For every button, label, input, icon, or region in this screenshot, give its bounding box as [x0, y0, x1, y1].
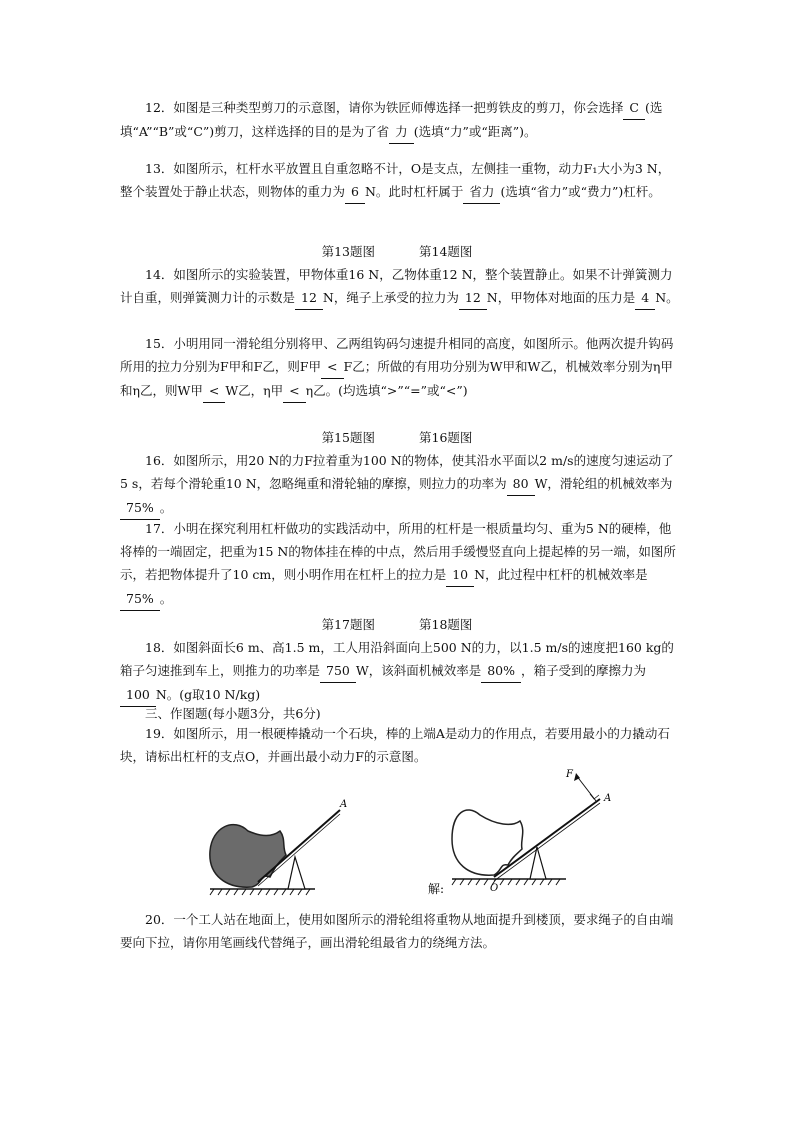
question-13 [120, 157, 680, 204]
q18-answer-3: 100 [120, 683, 156, 707]
q13-text-3: (选填“省力”或“费力”)杠杆。 [500, 184, 661, 199]
section-heading-drawing: 三、作图题(每小题3分，共6分) [145, 706, 321, 721]
caption-fig15: 第15题图 [321, 430, 375, 445]
caption-fig16: 第16题图 [419, 430, 473, 445]
q12-answer-2: 力 [389, 120, 414, 144]
force-f-arrow [576, 775, 596, 801]
q14-text-2: N，绳子上承受的拉力为 [322, 290, 459, 305]
q18-text-4: N。(g取10 N/kg) [155, 687, 261, 702]
rock-dark [210, 825, 286, 888]
caption-fig18: 第18题图 [419, 617, 473, 632]
q12-answer-1: C [623, 96, 645, 120]
q18-answer-2: 80% [481, 659, 521, 683]
rock-outline [452, 810, 523, 875]
q16-answer-1: 80 [507, 472, 535, 496]
q13-text-1: 13．如图所示，杠杆水平放置且自重忽略不计，O是支点，左侧挂一重物，动力F₁大小为3 N，整个装置处于静止状态，则物体的重力为 [120, 161, 671, 199]
ground-hatch-left [210, 889, 310, 895]
question-17 [120, 517, 680, 611]
q15-text-4: η乙。(均选填“>”“=”或“<”) [305, 383, 468, 398]
question-15 [120, 332, 680, 403]
caption-fig13: 第13题图 [321, 244, 375, 259]
q16-text-3: 。 [159, 500, 173, 515]
q14-answer-3: 4 [635, 286, 655, 310]
q17-text-1: 17．小明在探究利用杠杆做功的实践活动中，所用的杠杆是一根质量均匀、重为5 N的硬棒，他将棒的一端固定，把重为15 N的物体挂在棒的中点，然后用手缓慢竖直向上提起棒的另一端，如图所示，若把物体提升了10 cm，则小明作用在杠杆上的拉力是 [120, 521, 676, 582]
q14-answer-2: 12 [459, 286, 487, 310]
q14-text-1: 14．如图所示的实验装置，甲物体重16 N，乙物体重12 N，整个装置静止。如果不计弹簧测力计自重，则弹簧测力计的示数是 [120, 267, 673, 305]
ground-hatch-right [452, 879, 560, 885]
question-12 [120, 96, 680, 144]
q15-answer-3: < [283, 379, 305, 403]
q14-text-3: N，甲物体对地面的压力是 [486, 290, 636, 305]
q16-text-1: 16．如图所示，用20 N的力F拉着重为100 N的物体，使其沿水平面以2 m/s的速度匀速运动了5 s，若每个滑轮重10 N，忽略绳重和滑轮轴的摩擦，则拉力的功率为 [120, 453, 674, 491]
q16-answer-2: 75% [120, 496, 160, 520]
q15-answer-2: < [203, 379, 225, 403]
q17-text-3: 。 [159, 591, 173, 606]
q13-answer-1: 6 [345, 180, 365, 204]
q12-text-3: (选填“力”或“距离”)。 [413, 124, 537, 139]
question-14 [120, 263, 680, 310]
captions-13-14 [0, 243, 794, 261]
q14-answer-1: 12 [295, 286, 323, 310]
label-a-right: A [604, 793, 612, 804]
q15-text-1: 15．小明用同一滑轮组分别将甲、乙两组钩码匀速提升相同的高度，如图所示。他两次提升钩码所用的拉力分别为F甲和F乙，则F甲 [120, 336, 674, 374]
captions-15-16 [0, 429, 794, 447]
q15-answer-1: < [321, 355, 343, 379]
q15-text-2: F乙；所做的有用功分别为W甲和W乙，机械效率分别为η甲和η乙，则W甲 [120, 359, 673, 398]
label-f: F [566, 769, 573, 780]
q15-text-3: W乙，η甲 [225, 383, 284, 398]
solution-label: 解: [428, 882, 445, 896]
q18-answer-1: 750 [320, 659, 356, 683]
q18-text-2: W，该斜面机械效率是 [355, 663, 482, 678]
figure-19-solution [428, 769, 611, 896]
q17-text-2: N，此过程中杠杆的机械效率是 [474, 567, 648, 582]
figure-19 [190, 765, 630, 905]
q12-text-2: (选填“A”“B”或“C”)剪刀，这样选择的目的是为了省 [120, 100, 663, 139]
fulcrum-block-left [288, 857, 305, 889]
question-19: 19．如图所示，用一根硬棒撬动一个石块，棒的上端A是动力的作用点，若要用最小的力撬动石块，请标出杠杆的支点O，并画出最小动力F的示意图。 [120, 726, 670, 764]
label-a-left: A [340, 799, 348, 810]
captions-17-18 [0, 616, 794, 634]
q18-text-3: ，箱子受到的摩擦力为 [521, 663, 647, 678]
caption-fig14: 第14题图 [419, 244, 473, 259]
figure-19-problem [210, 799, 347, 895]
q18-text-1: 18．如图斜面长6 m、高1.5 m，工人用沿斜面向上500 N的力，以1.5 m/s的速度把160 kg的箱子匀速推到车上，则推力的功率是 [120, 640, 674, 678]
fulcrum-block-right [530, 847, 546, 879]
label-o: O [490, 883, 499, 894]
q14-text-4: N。 [655, 290, 679, 305]
q17-answer-1: 10 [446, 563, 474, 587]
caption-fig17: 第17题图 [321, 617, 375, 632]
q12-text-1: 12．如图是三种类型剪刀的示意图，请你为铁匠师傅选择一把剪铁皮的剪刀，你会选择 [145, 100, 624, 115]
q17-answer-2: 75% [120, 587, 160, 611]
q16-text-2: W，滑轮组的机械效率为 [534, 476, 673, 491]
q13-text-2: N。此时杠杆属于 [364, 184, 464, 199]
question-18 [120, 636, 680, 707]
q13-answer-2: 省力 [463, 180, 500, 204]
question-20: 20．一个工人站在地面上，使用如图所示的滑轮组将重物从地面提升到楼顶，要求绳子的自由端要向下拉，请你用笔画线代替绳子，画出滑轮组最省力的绕绳方法。 [120, 912, 674, 950]
question-16 [120, 449, 680, 520]
